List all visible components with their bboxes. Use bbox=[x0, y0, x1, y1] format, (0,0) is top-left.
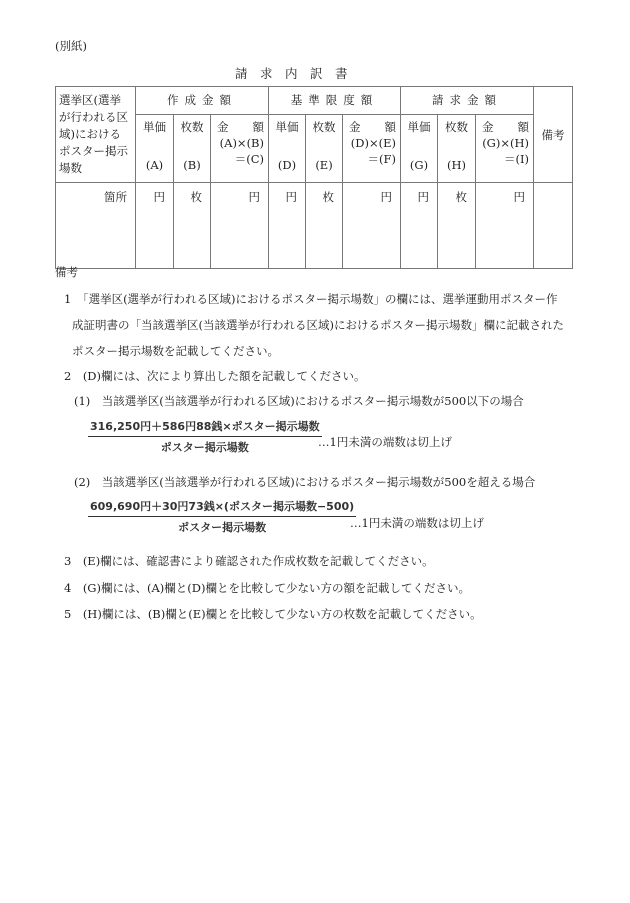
note-5: 5 (H)欄には、(B)欄と(E)欄とを比較して少ない方の枚数を記載してください。 bbox=[64, 607, 482, 621]
places-cell[interactable]: 箇所 bbox=[56, 183, 136, 269]
label: 枚数 bbox=[312, 119, 336, 134]
row-header-line: 域)における bbox=[59, 127, 121, 141]
group-header-claim: 請求金額 bbox=[401, 87, 534, 115]
page-title: 請 求 内 訳 書 bbox=[235, 66, 348, 81]
note-1-line-2: 成証明書の「当該選挙区(当該選挙が行われる区域)におけるポスター掲示場数」欄に記載された bbox=[72, 318, 564, 332]
count-e bbox=[306, 114, 343, 182]
invoice-breakdown-table bbox=[55, 86, 573, 269]
count-h bbox=[438, 114, 476, 182]
label: 枚数 bbox=[180, 119, 204, 134]
amount-f-cell[interactable]: 円 bbox=[343, 183, 401, 269]
unit-price-g-cell[interactable]: 円 bbox=[401, 183, 438, 269]
label: 額 bbox=[517, 119, 529, 134]
label: (G)×(H) bbox=[482, 135, 529, 150]
count-b bbox=[174, 114, 211, 182]
note-2: 2 (D)欄には、次により算出した額を記載してください。 bbox=[64, 369, 366, 383]
formula-1 bbox=[88, 418, 322, 455]
note-2-1: (1) 当該選挙区(当該選挙が行われる区域)におけるポスター掲示場数が500以下の場合 bbox=[74, 394, 524, 408]
label: 単価 bbox=[143, 119, 166, 134]
remarks-cell[interactable] bbox=[534, 183, 573, 269]
notes-heading: 備考 bbox=[55, 265, 78, 279]
label: 金 bbox=[482, 119, 494, 134]
row-header-line: ポスター掲示 bbox=[59, 144, 128, 158]
row-header-line: が行われる区 bbox=[59, 110, 128, 124]
formula-1-note: …1円未満の端数は切上げ bbox=[318, 435, 452, 449]
label: 単価 bbox=[275, 119, 299, 134]
label: (G) bbox=[409, 157, 429, 172]
unit-price-d bbox=[269, 114, 306, 182]
count-h-cell[interactable]: 枚 bbox=[438, 183, 476, 269]
formula-2-denominator: ポスター掲示場数 bbox=[178, 521, 267, 534]
amount-c bbox=[211, 114, 269, 182]
label: (E) bbox=[315, 157, 333, 172]
label: 枚数 bbox=[445, 119, 468, 134]
label: 単価 bbox=[407, 119, 431, 134]
note-1-line-3: ポスター掲示場数を記載してください。 bbox=[72, 344, 279, 358]
formula-1-denominator: ポスター掲示場数 bbox=[160, 441, 249, 454]
label: ＝(I) bbox=[503, 151, 529, 166]
unit-price-d-cell[interactable]: 円 bbox=[269, 183, 306, 269]
note-2-2: (2) 当該選挙区(当該選挙が行われる区域)におけるポスター掲示場数が500を超える場合 bbox=[74, 475, 536, 489]
label: 額 bbox=[252, 119, 264, 134]
label: (B) bbox=[183, 157, 201, 172]
group-header-production: 作成金額 bbox=[136, 87, 269, 115]
label: 額 bbox=[384, 119, 396, 134]
amount-i-cell[interactable]: 円 bbox=[476, 183, 534, 269]
group-header-limit: 基準限度額 bbox=[269, 87, 401, 115]
label: (A) bbox=[145, 157, 164, 172]
label: ＝(C) bbox=[234, 151, 264, 166]
label: (A)×(B) bbox=[219, 135, 264, 150]
label: (H) bbox=[446, 157, 466, 172]
row-header-line: 選挙区(選挙 bbox=[59, 93, 121, 107]
row-header-cell bbox=[56, 87, 136, 183]
note-1-line-1: 1 「選挙区(選挙が行われる区域)におけるポスター掲示場数」の欄には、選挙運動用ポスター作 bbox=[64, 292, 558, 306]
label: 金 bbox=[217, 119, 229, 134]
unit-price-a bbox=[136, 114, 174, 182]
count-e-cell[interactable]: 枚 bbox=[306, 183, 343, 269]
formula-2 bbox=[88, 498, 356, 535]
formula-2-numerator: 609,690円＋30円73銭×(ポスター掲示場数−500) bbox=[88, 498, 356, 517]
formula-2-note: …1円未満の端数は切上げ bbox=[350, 516, 484, 530]
attachment-label: (別紙) bbox=[55, 39, 87, 53]
label: ＝(F) bbox=[367, 151, 396, 166]
count-b-cell[interactable]: 枚 bbox=[174, 183, 211, 269]
amount-c-cell[interactable]: 円 bbox=[211, 183, 269, 269]
label: (D) bbox=[277, 157, 297, 172]
amount-f bbox=[343, 114, 401, 182]
label: (D)×(E) bbox=[350, 135, 396, 150]
row-header-line: 場数 bbox=[59, 161, 82, 175]
label: 金 bbox=[349, 119, 361, 134]
note-3: 3 (E)欄には、確認書により確認された作成枚数を記載してください。 bbox=[64, 554, 434, 568]
amount-i bbox=[476, 114, 534, 182]
note-4: 4 (G)欄には、(A)欄と(D)欄とを比較して少ない方の額を記載してください。 bbox=[64, 581, 470, 595]
remarks-header: 備考 bbox=[534, 87, 573, 183]
unit-price-g bbox=[401, 114, 438, 182]
unit-price-a-cell[interactable]: 円 bbox=[136, 183, 174, 269]
formula-1-numerator: 316,250円＋586円88銭×ポスター掲示場数 bbox=[88, 418, 322, 437]
